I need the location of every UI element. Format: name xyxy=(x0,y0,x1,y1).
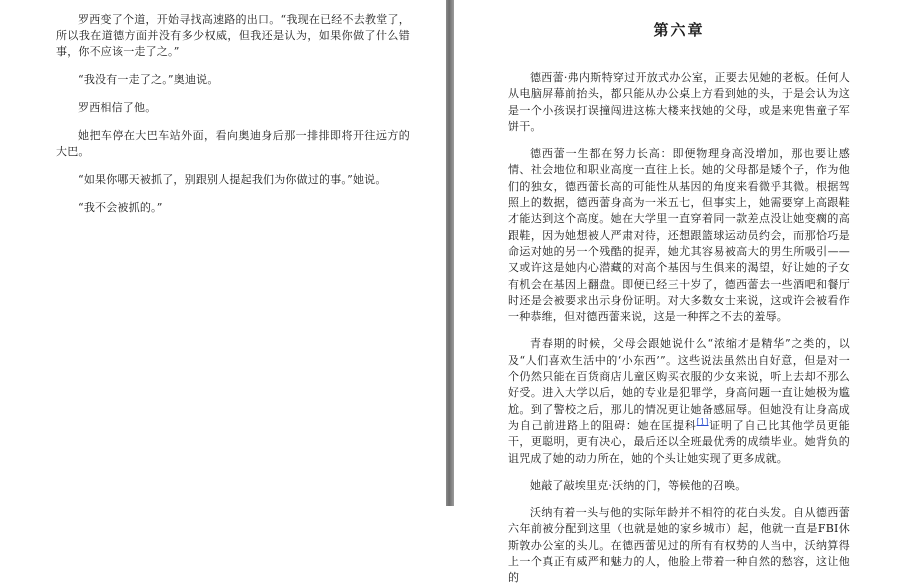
right-paragraph-2: 德西蕾一生都在努力长高：即便物理身高没增加，那也要让感情、社会地位和职业高度一直往上长。她的父母都是矮个子，作为他们的独女，德西蕾长高的可能性从基因的角度来看微乎其微。根据驾照上的数据，德西蕾身高为一米五七，但事实上，她需要穿上高跟鞋才能达到这个高度。她在大学里一直穿着同一款差点没让她变瘸的高跟鞋，因为她想被人严肃对待，还想跟篮球运动员约会，而那恰巧是命运对她的另一个残酷的捉弄，她尤其容易被高大的男生所吸引——又或许这是她内心潜藏的对高个基因与生俱来的渴望，好让她的子女有机会在基因上翻盘。即便已经三十岁了，德西蕾去一些酒吧和餐厅时还是会被要求出示身份证明。对大多数女士来说，这或许会被看作一种恭维，但对德西蕾来说，这是一种挥之不去的羞辱。 xyxy=(508,147,850,324)
right-paragraph-5: 沃纳有着一头与他的实际年龄并不相符的花白头发。自从德西蕾六年前被分配到这里（也就是她的家乡城市）起，他就一直是FBI休斯敦办公室的头儿。在德西蕾见过的所有有权势的人当中，沃纳算得上一个真正有威严和魅力的人，他脸上带着一种自然的愁容，这让他的 xyxy=(508,506,850,585)
book-gutter xyxy=(446,0,454,506)
left-paragraph-2: “我没有一走了之。”奥迪说。 xyxy=(78,73,219,86)
left-paragraph-4: 她把车停在大巴车站外面，看向奥迪身后那一排排即将开往远方的大巴。 xyxy=(56,129,410,158)
right-paragraph-3-continued: 证明了自己比其他学员更能干，更聪明，更有决心，最后还以全班最优秀的成绩毕业。她背负的诅咒成了她的动力所在，她的个头让她实现了更多成就。 xyxy=(508,418,850,465)
right-paragraph-3 xyxy=(508,336,850,466)
right-paragraph-3-text: 青春期的时候，父母会跟她说什么“浓缩才是精华”之类的，以及“人们喜欢生活中的‘小东西’”。这些说法虽然出自好意，但是对一个仍然只能在百货商店儿童区购买衣服的少女来说，听上去却不那么好受。进入大学以后，她的专业是犯罪学，身高问题一直让她极为尴尬。到了警校之后，那儿的情况更让她备感屈辱。但她没有让身高成为自己前进路上的阻碍：她在匡提科 xyxy=(508,337,850,432)
left-paragraph-5: “如果你哪天被抓了，别跟别人提起我们为你做过的事。”她说。 xyxy=(78,173,387,186)
left-page xyxy=(0,0,446,506)
right-paragraph-1: 德西蕾·弗内斯特穿过开放式办公室，正要去见她的老板。任何人从电脑屏幕前抬头，都只能从办公桌上方看到她的头，于是会认为这是一个小孩误打误撞闯进这栋大楼来找她的父母，或是来兜售童子军饼干。 xyxy=(508,71,850,133)
left-paragraph-6: “我不会被抓的。” xyxy=(78,201,163,214)
right-page xyxy=(454,0,900,585)
left-paragraph-1: 罗西变了个道，开始寻找高速路的出口。“我现在已经不去教堂了，所以我在道德方面并没有多少权威，但我还是认为，如果你做了什么错事，你不应该一走了之。” xyxy=(56,13,410,58)
chapter-title: 第六章 xyxy=(653,21,705,39)
left-paragraph-3: 罗西相信了他。 xyxy=(78,101,157,114)
right-paragraph-4: 她敲了敲埃里克·沃纳的门，等候他的召唤。 xyxy=(530,478,747,492)
footnote-link[interactable]: [1] xyxy=(696,417,709,427)
